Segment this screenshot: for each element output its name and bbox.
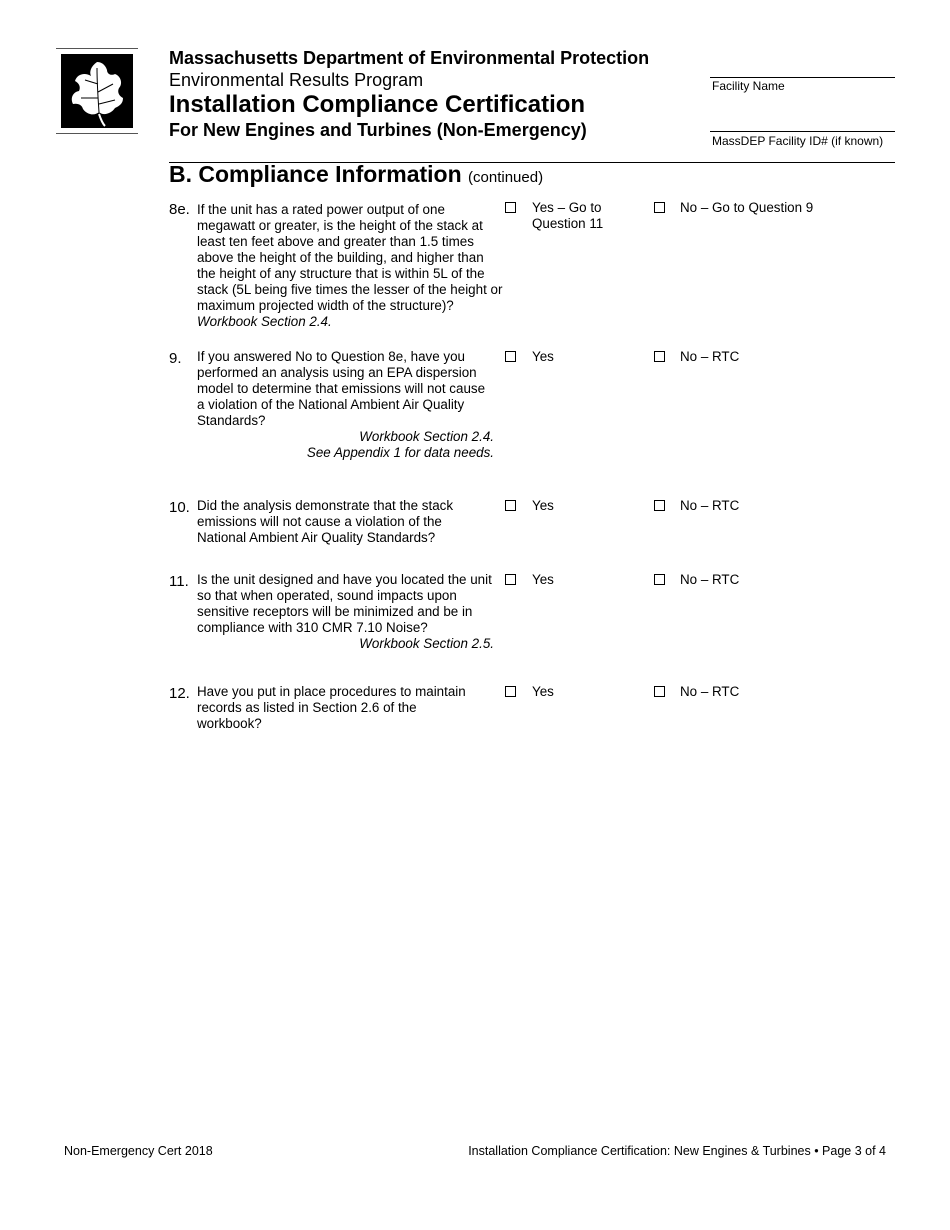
footer-right: Installation Compliance Certification: New Engines & Turbines • Page 3 of 4 [468,1144,886,1158]
no-checkbox[interactable] [654,351,665,362]
footer-left: Non-Emergency Cert 2018 [64,1144,213,1158]
question-text [197,349,494,461]
question-body: Have you put in place procedures to maintain records as listed in Section 2.6 of the workbook? [197,684,466,731]
section-title-text: B. Compliance Information [169,161,462,187]
no-option-label: No – RTC [680,498,740,513]
program-name: Environmental Results Program [169,70,424,90]
agency-name: Massachusetts Department of Environmental Protection [169,48,650,68]
no-checkbox[interactable] [654,500,665,511]
workbook-reference: Workbook Section 2.4. [359,429,494,444]
section-title [169,161,543,188]
workbook-reference: Workbook Section 2.5. [359,636,494,651]
no-option-label: No – Go to Question 9 [680,200,814,215]
yes-checkbox[interactable] [505,574,516,585]
yes-option-label: Yes [532,684,554,699]
yes-checkbox[interactable] [505,202,516,213]
oak-leaf-icon [61,54,133,128]
facility-name-label: Facility Name [712,79,785,93]
yes-checkbox[interactable] [505,686,516,697]
question-text [197,572,494,652]
question-number: 12. [169,685,190,702]
form-subtitle: For New Engines and Turbines (Non-Emergency) [169,120,587,140]
no-checkbox[interactable] [654,202,665,213]
question-number: 8e. [169,201,190,218]
yes-checkbox[interactable] [505,351,516,362]
no-option-label: No – RTC [680,684,740,699]
facility-name-field[interactable] [710,77,895,78]
question-body: If the unit has a rated power output of one megawatt or greater, is the height of the stack at least ten feet above and greater than 1.5 times above the height of the building, and higher than the height of any structure that is within 5L of the stack (5L being five times the lesser of the height or maximum projected width of the structure)? [197,202,503,313]
question-text [197,498,477,546]
yes-option-label: Yes [532,498,554,513]
appendix-reference: See Appendix 1 for data needs. [306,445,494,460]
question-body: If you answered No to Question 8e, have you performed an analysis using an EPA dispersion model to determine that emissions will not cause a violation of the National Ambient Air Quality Standards? [197,349,486,428]
question-number: 10. [169,499,190,516]
yes-option-label: Yes – Go to Question 11 [532,200,604,231]
question-text [197,202,503,330]
logo [56,48,138,134]
facility-id-field[interactable] [710,131,895,132]
question-body: Did the analysis demonstrate that the stack emissions will not cause a violation of the National Ambient Air Quality Standards? [197,498,454,545]
no-option-label: No – RTC [680,349,740,364]
yes-option-label: Yes [532,349,554,364]
question-number: 9. [169,350,182,367]
form-title: Installation Compliance Certification [169,91,586,118]
no-option-label: No – RTC [680,572,740,587]
no-checkbox[interactable] [654,574,665,585]
facility-id-label: MassDEP Facility ID# (if known) [712,134,884,148]
yes-option-label: Yes [532,572,554,587]
question-number: 11. [169,573,189,590]
workbook-reference: Workbook Section 2.4. [197,314,332,329]
yes-checkbox[interactable] [505,500,516,511]
no-checkbox[interactable] [654,686,665,697]
question-text [197,684,485,732]
section-continued: (continued) [468,169,544,186]
question-body: Is the unit designed and have you located the unit so that when operated, sound impacts upon sensitive receptors will be minimized and be in compliance with 310 CMR 7.10 Noise? [197,572,492,635]
